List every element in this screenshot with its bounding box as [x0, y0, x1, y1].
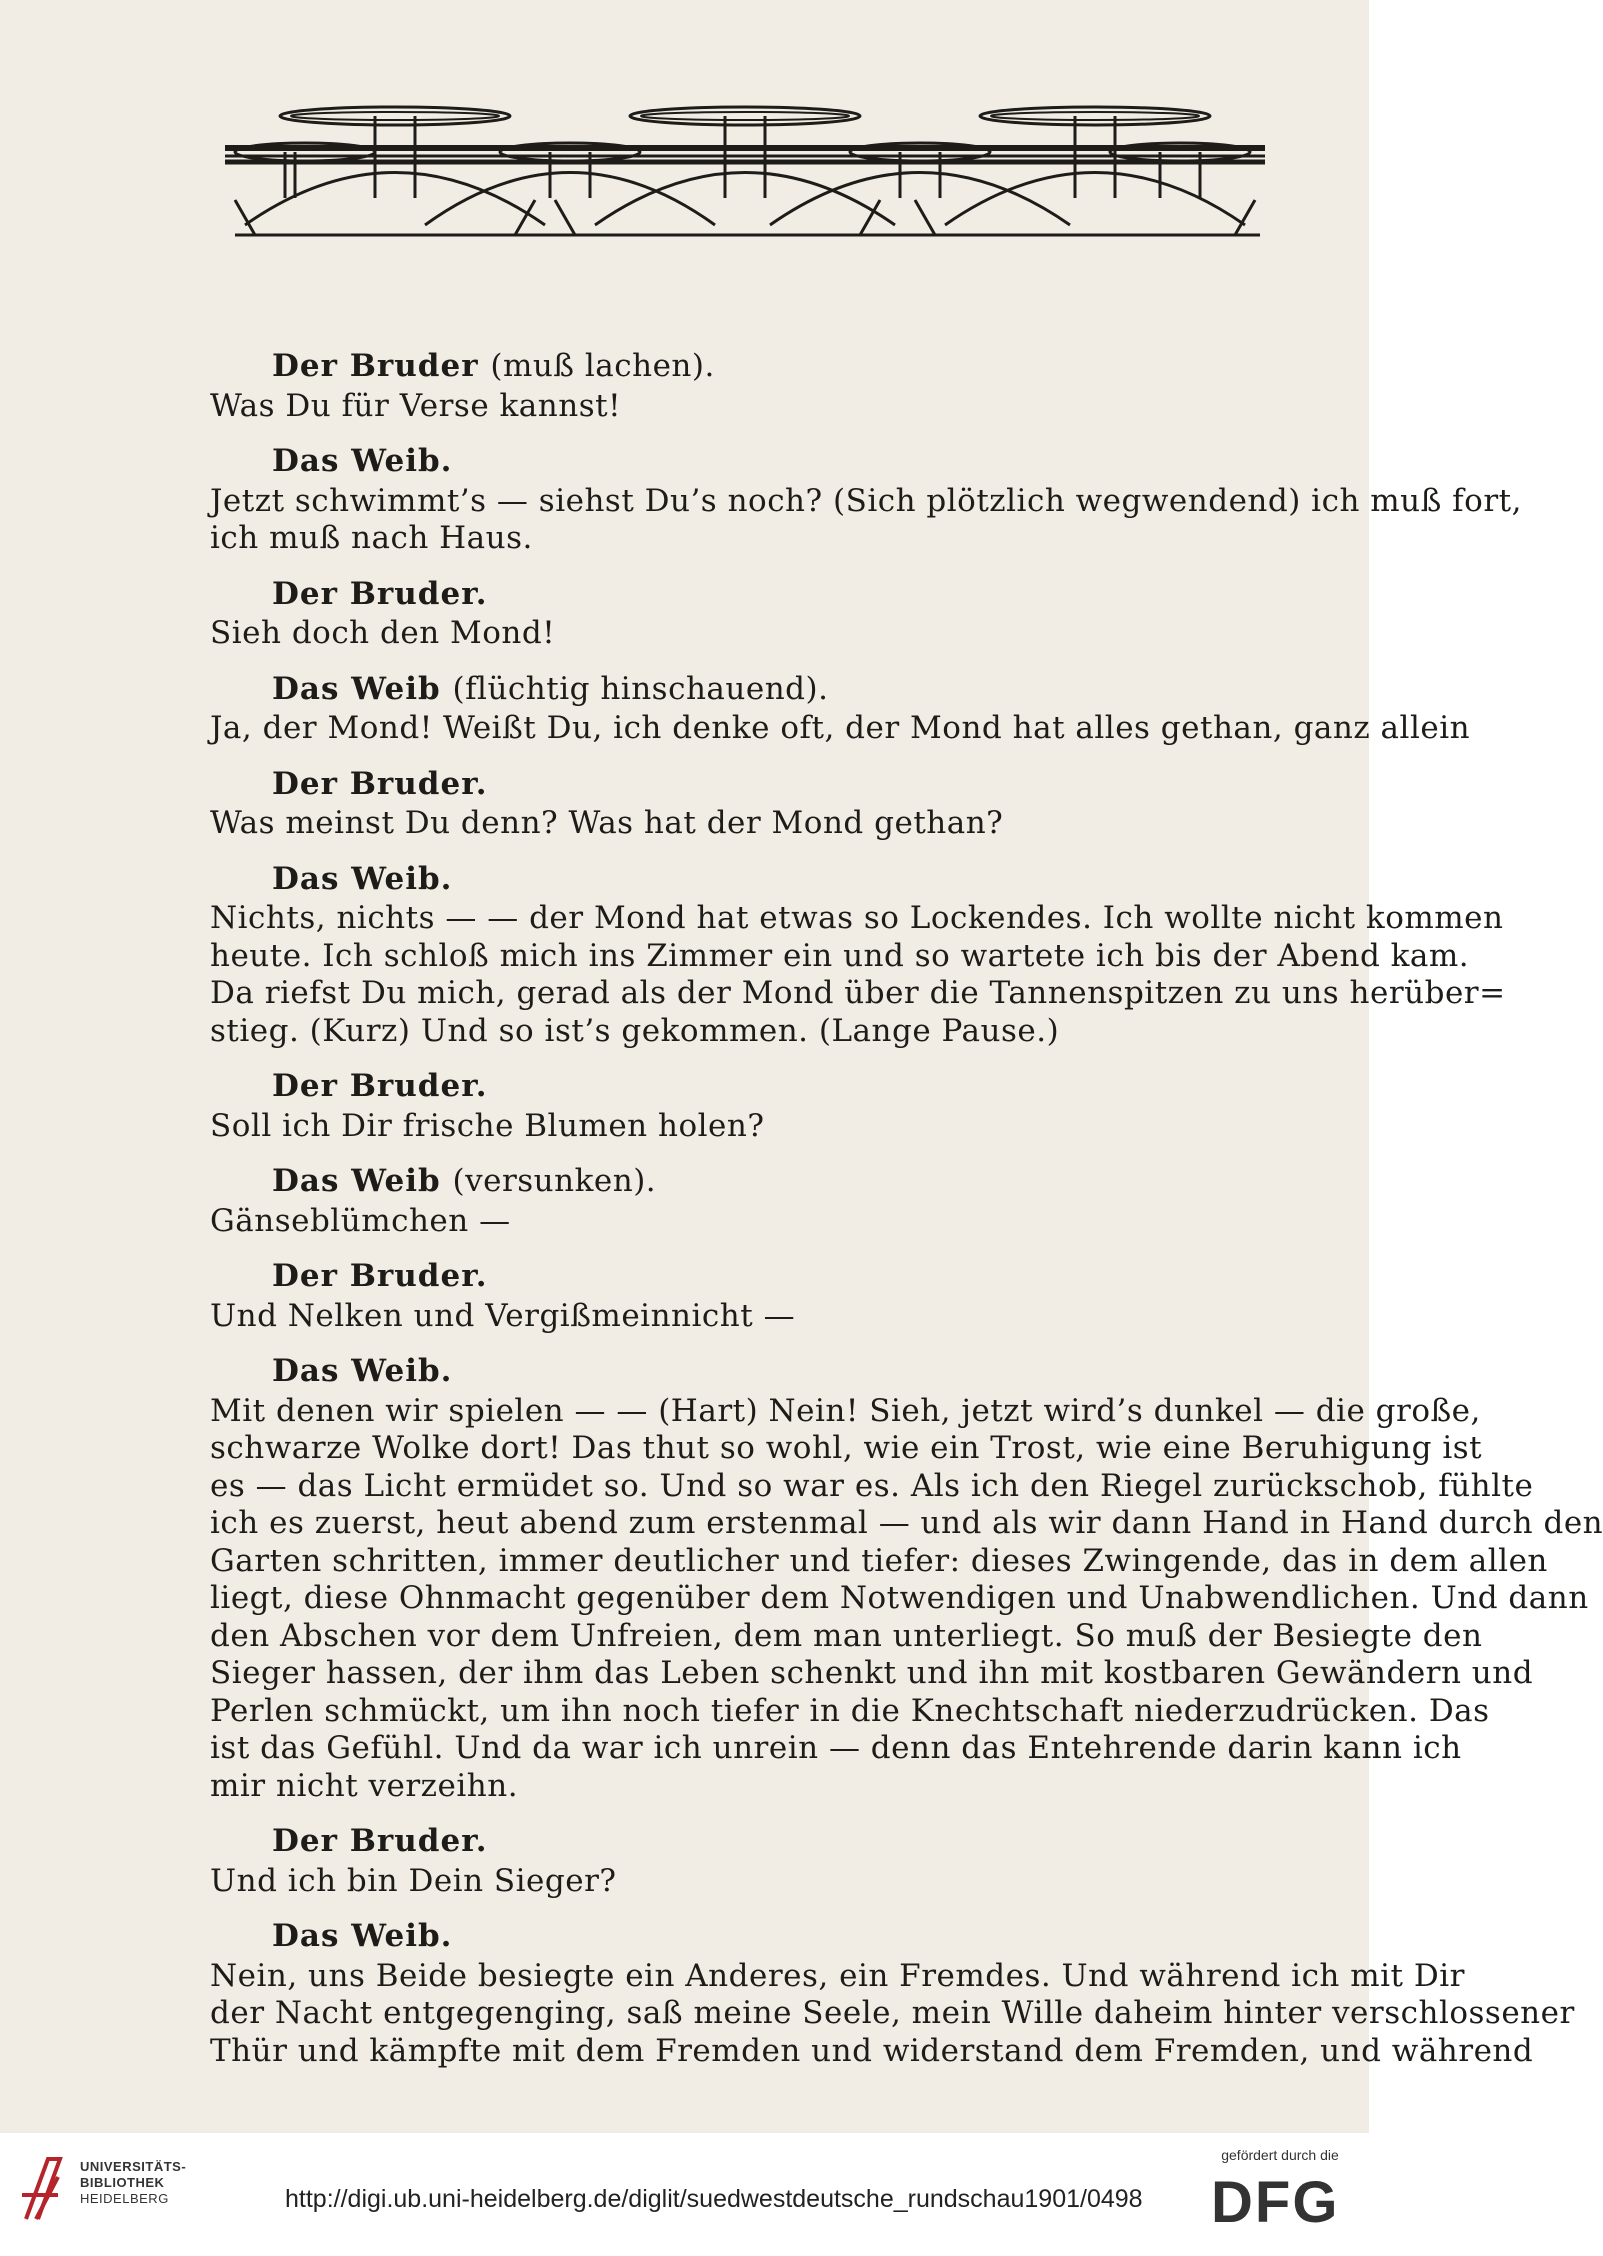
- speaker-heading: [272, 766, 1285, 804]
- text-line: ich muß nach Haus.: [210, 520, 533, 556]
- speaker-heading: [272, 1918, 1285, 1956]
- speaker-name: Das Weib.: [272, 860, 453, 897]
- speaker-heading: [272, 861, 1285, 899]
- dfg-caption: gefördert durch die: [1221, 2147, 1339, 2163]
- text-line: Sieh doch den Mond!: [210, 615, 556, 651]
- speaker-heading: [272, 671, 1285, 709]
- speaker-name: Der Bruder.: [272, 1068, 488, 1104]
- speech-text: [210, 805, 1285, 843]
- text-line: Nein, uns Beide besiegte ein Anderes, ein Fremdes. Und während ich mit Dir: [210, 1957, 1465, 1994]
- speech-text: [210, 615, 1285, 653]
- text-line: Sieger hassen, der ihm das Leben schenkt und ihn mit kostbaren Gewändern und: [210, 1655, 1534, 1691]
- speaker-heading: [272, 1353, 1285, 1391]
- speaker-name: Das Weib.: [272, 1353, 453, 1389]
- university-library-logo[interactable]: [18, 2153, 187, 2233]
- speaker-heading: [272, 348, 1285, 386]
- speech-text: [210, 1108, 1285, 1146]
- speech-text: [210, 1863, 1285, 1901]
- text-line: der Nacht entgegenging, saß meine Seele, mein Wille daheim hinter verschlossener: [210, 1995, 1575, 2031]
- speaker-name: Das Weib.: [272, 1918, 453, 1954]
- text-line: heute. Ich schloß mich ins Zimmer ein und so wartete ich bis der Abend kam.: [210, 937, 1470, 974]
- speaker-name: Das Weib.: [272, 443, 453, 479]
- text-line: Was Du für Verse kannst!: [210, 387, 622, 424]
- speech-text: [210, 388, 1285, 426]
- speaker-heading: [272, 576, 1285, 614]
- text-line: Jetzt schwimmt’s — siehst Du’s noch? (Sich plötzlich wegwendend) ich muß fort,: [210, 482, 1522, 519]
- text-line: Garten schritten, immer deutlicher und tiefer: dieses Zwingende, das in dem allen: [210, 1542, 1548, 1579]
- speaker-name: Das Weib: [272, 670, 441, 707]
- stage-direction: (muß lachen).: [490, 348, 715, 384]
- text-line: Thür und kämpfte mit dem Fremden und widerstand dem Fremden, und während: [210, 2032, 1534, 2069]
- text-line: stieg. (Kurz) Und so ist’s gekommen. (Lange Pause.): [210, 1012, 1060, 1049]
- text-line: Und Nelken und Vergißmeinnicht —: [210, 1297, 796, 1334]
- speaker-heading: [272, 1068, 1285, 1106]
- speaker-heading: [272, 443, 1285, 481]
- speech-text: [210, 710, 1471, 748]
- text-line: es — das Licht ermüdet so. Und so war es. Als ich den Riegel zurückschob, fühlte: [210, 1467, 1534, 1504]
- dfg-logo[interactable]: [1205, 2147, 1355, 2247]
- speech-text: [210, 900, 1506, 1050]
- text-line: Was meinst Du denn? Was hat der Mond gethan?: [210, 805, 1004, 841]
- logo-line-2: BIBLIOTHEK: [80, 2175, 165, 2190]
- text-line: Ja, der Mond! Weißt Du, ich denke oft, der Mond hat alles gethan, ganz allein: [210, 710, 1471, 746]
- play-dialogue: [210, 330, 1603, 2070]
- logo-line-1: UNIVERSITÄTS-: [80, 2159, 187, 2174]
- speech-text: [210, 1392, 1603, 1806]
- digitization-footer: [0, 2133, 1369, 2256]
- speaker-name: Der Bruder: [272, 348, 479, 384]
- dfg-wordmark: DFG: [1211, 2170, 1340, 2235]
- speaker-name: Das Weib: [272, 1163, 441, 1199]
- speech-text: [210, 482, 1522, 558]
- speaker-heading: [272, 1163, 1285, 1201]
- text-line: ich es zuerst, heut abend zum erstenmal — und als wir dann Hand in Hand durch den: [210, 1505, 1603, 1541]
- text-line: Und ich bin Dein Sieger?: [210, 1862, 617, 1899]
- stage-direction: (flüchtig hinschauend).: [452, 670, 829, 707]
- text-line: liegt, diese Ohnmacht gegenüber dem Notwendigen und Unabwendlichen. Und dann: [210, 1580, 1589, 1616]
- speech-text: [210, 1203, 1285, 1241]
- speaker-name: Der Bruder.: [272, 1258, 488, 1294]
- text-line: ist das Gefühl. Und da war ich unrein — denn das Entehrende darin kann ich: [210, 1730, 1462, 1766]
- stage-direction: (versunken).: [452, 1163, 657, 1199]
- text-line: Mit denen wir spielen — — (Hart) Nein! Sieh, jetzt wird’s dunkel — die große,: [210, 1392, 1481, 1429]
- source-url-link[interactable]: http://digi.ub.uni-heidelberg.de/diglit/suedwestdeutsche_rundschau1901/0498: [285, 2185, 1143, 2213]
- text-line: Nichts, nichts — — der Mond hat etwas so Lockendes. Ich wollte nicht kommen: [210, 900, 1504, 936]
- speaker-heading: [272, 1258, 1285, 1296]
- text-line: Da riefst Du mich, gerad als der Mond über die Tannenspitzen zu uns herüber=: [210, 975, 1506, 1011]
- speaker-name: Der Bruder.: [272, 575, 488, 612]
- text-line: Soll ich Dir frische Blumen holen?: [210, 1107, 765, 1144]
- speech-text: [210, 1957, 1575, 2071]
- speaker-name: Der Bruder.: [272, 765, 488, 802]
- text-line: Perlen schmückt, um ihn noch tiefer in die Knechtschaft niederzudrücken. Das: [210, 1692, 1490, 1729]
- text-line: den Abschen vor dem Unfreien, dem man unterliegt. So muß der Besiegte den: [210, 1617, 1483, 1654]
- logo-line-3: HEIDELBERG: [80, 2191, 169, 2206]
- library-mark-icon: [18, 2153, 70, 2223]
- speaker-heading: [272, 1823, 1285, 1861]
- text-line: Gänseblümchen —: [210, 1202, 511, 1239]
- text-line: mir nicht verzeihn.: [210, 1767, 519, 1804]
- speaker-name: Der Bruder.: [272, 1823, 488, 1859]
- text-line: schwarze Wolke dort! Das thut so wohl, wie ein Trost, wie eine Beruhigung ist: [210, 1430, 1483, 1466]
- decorative-ornament: [225, 100, 1270, 250]
- speech-text: [210, 1298, 1285, 1336]
